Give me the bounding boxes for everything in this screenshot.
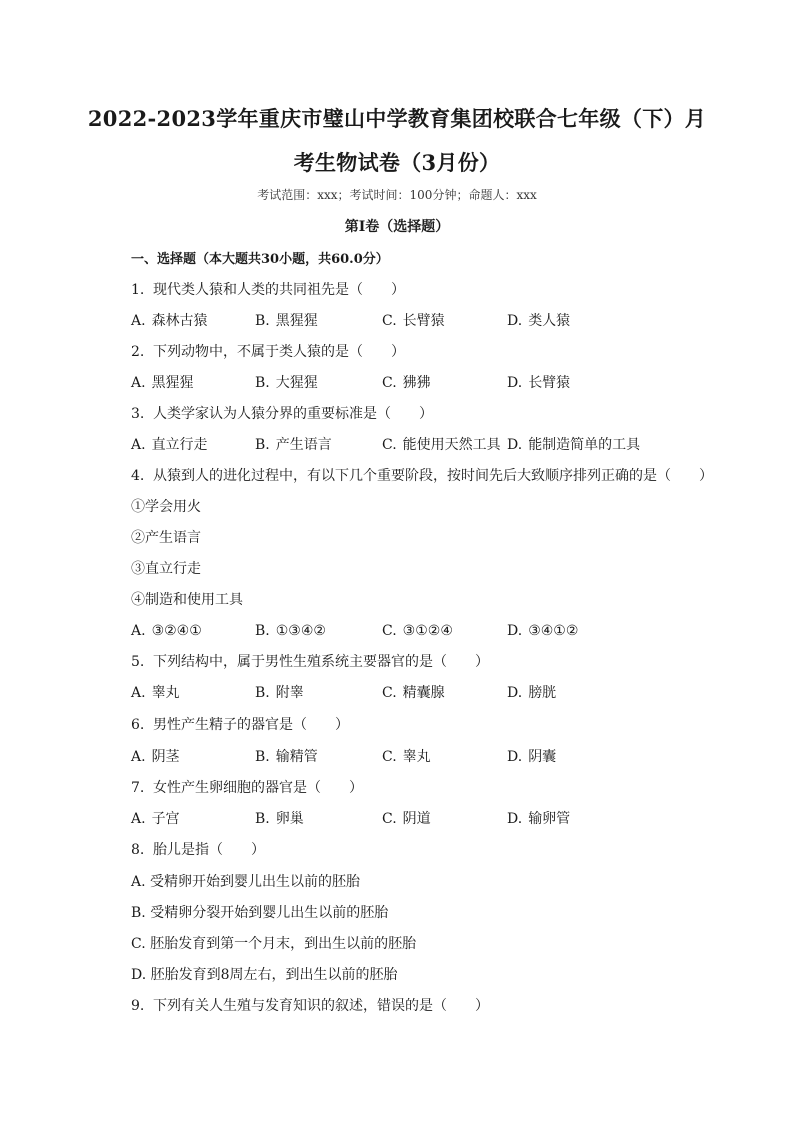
option-c: C. 阴道	[382, 811, 431, 827]
question-text: 现代类人猿和人类的共同祖先是（ ）	[153, 282, 405, 298]
question-6-options	[131, 747, 691, 767]
question-text: 女性产生卵细胞的器官是（ ）	[153, 780, 363, 796]
question-1-options	[131, 311, 691, 331]
option-c: C. 狒狒	[382, 375, 431, 391]
option-b: B. 产生语言	[255, 437, 332, 453]
question-number: 2.	[131, 344, 145, 360]
option-c: C. 长臂猿	[382, 313, 445, 329]
question-7-options	[131, 809, 691, 829]
option-a: A. 睾丸	[131, 685, 180, 701]
question-number: 4.	[131, 468, 145, 484]
exam-meta: 考试范围：xxx；考试时间：100分钟；命题人：xxx	[257, 188, 537, 202]
question-5-options	[131, 683, 691, 703]
option-d: D. 膀胱	[507, 685, 557, 701]
exam-title-line-2: 考生物试卷（3月份）	[293, 150, 501, 175]
option-d: D. 长臂猿	[507, 375, 571, 391]
option-b: B. 卵巢	[255, 811, 304, 827]
question-3-options	[131, 435, 691, 455]
option-d: D. 能制造简单的工具	[507, 437, 641, 453]
question-4-item-3: ③直立行走	[131, 561, 201, 577]
option-b: B. ①③④②	[255, 623, 326, 639]
question-number: 1.	[131, 282, 145, 298]
question-1	[131, 280, 405, 300]
question-7	[131, 778, 363, 798]
section-heading: 一、选择题（本大题共30小题，共60.0分）	[131, 252, 389, 267]
exam-title-line-1: 2022-2023学年重庆市璧山中学教育集团校联合七年级（下）月	[87, 106, 707, 131]
option-c: C. 能使用天然工具	[382, 437, 501, 453]
question-number: 5.	[131, 654, 145, 670]
option-d: D. ③④①②	[507, 623, 579, 639]
option-d: D. 阴囊	[507, 749, 557, 765]
question-number: 6.	[131, 717, 145, 733]
question-2	[131, 342, 405, 362]
question-number: 8.	[131, 842, 145, 858]
option-a: A. 森林古猿	[131, 313, 208, 329]
question-text: 下列结构中，属于男性生殖系统主要器官的是（ ）	[153, 654, 489, 670]
question-8-option-d: D. 胚胎发育到8周左右，到出生以前的胚胎	[131, 967, 398, 983]
option-a: A. 直立行走	[131, 437, 208, 453]
option-d: D. 类人猿	[507, 313, 571, 329]
option-a: A. 子宫	[131, 811, 180, 827]
question-4	[131, 466, 713, 486]
question-9	[131, 996, 489, 1016]
question-number: 7.	[131, 780, 145, 796]
question-number: 9.	[131, 998, 145, 1014]
question-2-options	[131, 373, 691, 393]
question-6	[131, 715, 349, 735]
option-c: C. ③①②④	[382, 623, 453, 639]
question-3	[131, 404, 433, 424]
question-4-options	[131, 621, 691, 641]
question-text: 男性产生精子的器官是（ ）	[153, 717, 349, 733]
option-b: B. 附睾	[255, 685, 304, 701]
question-text: 下列动物中，不属于类人猿的是（ ）	[153, 344, 405, 360]
volume-heading: 第I卷（选择题）	[344, 219, 450, 235]
question-8-option-a: A. 受精卵开始到婴儿出生以前的胚胎	[131, 874, 361, 890]
option-d: D. 输卵管	[507, 811, 571, 827]
option-a: A. 阴茎	[131, 749, 180, 765]
option-a: A. ③②④①	[131, 623, 202, 639]
option-c: C. 精囊腺	[382, 685, 445, 701]
option-b: B. 输精管	[255, 749, 318, 765]
question-8-option-c: C. 胚胎发育到第一个月末，到出生以前的胚胎	[131, 936, 417, 952]
question-text: 下列有关人生殖与发育知识的叙述，错误的是（ ）	[153, 998, 489, 1014]
question-4-item-1: ①学会用火	[131, 499, 201, 515]
question-text: 从猿到人的进化过程中，有以下几个重要阶段，按时间先后大致顺序排列正确的是（ ）	[153, 468, 713, 484]
question-text: 人类学家认为人猿分界的重要标准是（ ）	[153, 406, 433, 422]
option-c: C. 睾丸	[382, 749, 431, 765]
question-text: 胎儿是指（ ）	[153, 842, 265, 858]
option-b: B. 黑猩猩	[255, 313, 318, 329]
option-a: A. 黑猩猩	[131, 375, 194, 391]
question-5	[131, 652, 489, 672]
question-8	[131, 840, 265, 860]
option-b: B. 大猩猩	[255, 375, 318, 391]
question-4-item-2: ②产生语言	[131, 530, 201, 546]
question-4-item-4: ④制造和使用工具	[131, 592, 243, 608]
question-number: 3.	[131, 406, 145, 422]
question-8-option-b: B. 受精卵分裂开始到婴儿出生以前的胚胎	[131, 905, 389, 921]
